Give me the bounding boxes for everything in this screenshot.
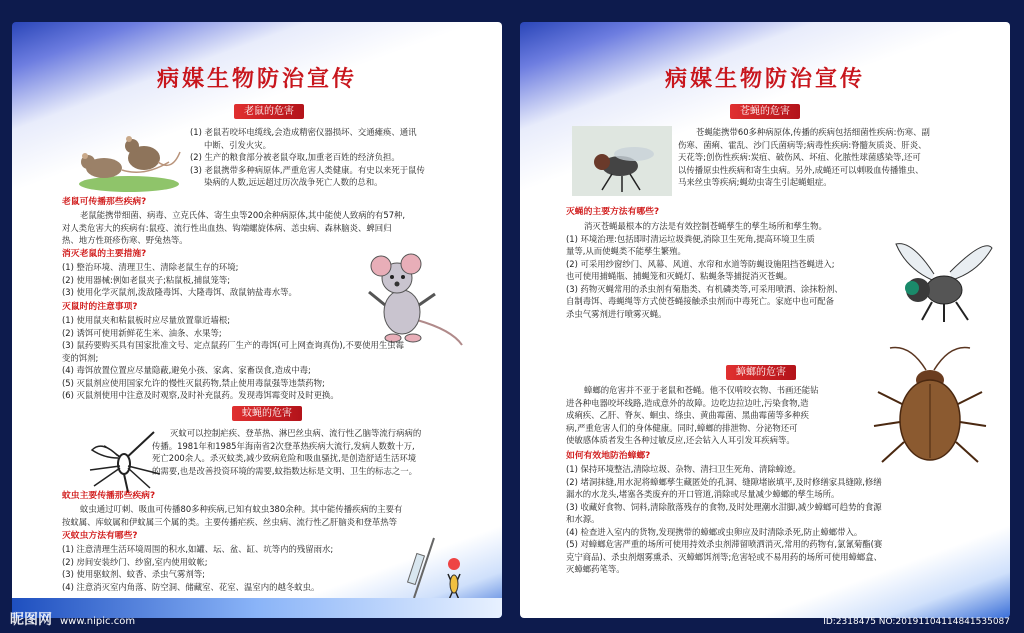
text-line: (3) 收藏好食物、饲料,清除散落残存的食物,及时处理潮水泔脚,减少蟑螂可趋势的食源 bbox=[566, 501, 882, 512]
left-poster bbox=[12, 22, 502, 618]
text-line: (3) 药物灭蝇常用的杀虫剂有菊脂类、有机磷类等,可采用喷洒、涂抹粉剂、 bbox=[566, 283, 843, 294]
text-line: (5) 灭鼠剂应使用国家允许的慢性灭鼠药物,禁止使用毒鼠强等违禁药物; bbox=[62, 377, 325, 388]
text-line: 自制毒饵、毒蝇绳等方式使苍蝇接触杀虫剂而中毒死亡。家庭中也可配备 bbox=[566, 296, 834, 306]
text-line: 克宁商品)、杀虫剂烟雾熏杀、灭蟑螂饵剂等;危害轻或不易用药的场所可使用蟑螂盒、 bbox=[566, 551, 882, 562]
text-line: (4) 毒饵放置位置应尽量隐蔽,避免小孩、家禽、家畜误食,造成中毒; bbox=[62, 365, 311, 375]
text-line: (5) 对蟑螂危害严重的场所可使用持效杀虫剂滞留喷洒消灭,常用的药物有,氯氰菊酯(赛 bbox=[566, 539, 883, 549]
cockroach-hazard-heading: 蟑螂的危害 bbox=[726, 365, 796, 380]
fly-methods-question: 灭蝇的主要方法有哪些? bbox=[566, 207, 660, 217]
cockroach-illustration bbox=[870, 344, 990, 474]
housefly-photo-illustration bbox=[572, 126, 672, 196]
watermark-logo: 昵图网 bbox=[10, 612, 52, 628]
rat-diseases-text bbox=[62, 209, 492, 247]
rat-hazard-heading: 老鼠的危害 bbox=[234, 104, 304, 119]
text-line: (1) 注意清理生活环境周围的积水,如罐、坛、盆、缸、坑等内的残留雨水; bbox=[62, 544, 334, 554]
text-line: (1) 整治环境、清理卫生、清除老鼠生存的环境; bbox=[62, 262, 239, 272]
text-line: (4) 检查进入室内的货物,发现携带的蟑螂或虫卵应及时清除杀死,防止蟑螂带入。 bbox=[566, 526, 863, 537]
rats-illustration bbox=[74, 122, 184, 194]
mosquito-methods-text bbox=[62, 543, 402, 593]
text-line: 对人类危害大的疾病有:鼠疫、流行性出血热、钩端螺旋体病、恙虫病、森林脑炎、蜱回归 bbox=[62, 222, 392, 233]
text-line: 病,严重危害人们的身体健康。同时,蟑螂的排泄物、分泌物还可 bbox=[566, 422, 798, 433]
text-line: (1) 环境治理:包括即时清运垃圾粪便,消除卫生死角,提高环境卫生质 bbox=[566, 233, 815, 244]
mosquito-diseases-text bbox=[62, 503, 492, 528]
text-line: 漏水的水龙头,堵塞各类废弃的开口管道,消除或尽量减少蟑螂的孳生场所。 bbox=[566, 489, 840, 499]
text-line: 按蚊属、库蚊属和伊蚊属三个属的类。主要传播疟疾、丝虫病、流行性乙肝脑炎和登革热等 bbox=[62, 516, 397, 527]
cockroach-methods-question: 如何有效地防治蟑螂? bbox=[566, 451, 651, 461]
text-line: 马来丝虫等疾病;蝇幼虫寄生引起蝇蛆症。 bbox=[678, 177, 832, 187]
rat-measures-question: 消灭老鼠的主要措施? bbox=[62, 249, 147, 259]
fly-intro-text bbox=[678, 126, 1000, 189]
watermark-id: ID:2318475 NO:20191104114841535087 bbox=[823, 617, 1010, 627]
mosquito-hazard-heading: 蚊蝇的危害 bbox=[232, 406, 302, 421]
text-line: (3) 鼠药要购买具有国家批准文号、定点鼠药厂生产的毒饵(可上网查询真伪),不要使用生虫霉 bbox=[62, 340, 404, 350]
text-line: (1) 保持环境整洁,清除垃圾、杂物、清扫卫生死角、清除蟑迹。 bbox=[566, 464, 801, 474]
cockroach-intro-text bbox=[566, 384, 876, 447]
text-line: (1) 老鼠若咬坏电缆线,会造成精密仪器损坏、交通瘫痪、通讯 bbox=[190, 127, 417, 137]
mosquito-intro-text bbox=[152, 427, 492, 477]
text-line: (2) 堵洞抹缝,用水泥将蟑螂孳生藏匿处的孔洞、缝隙堵嵌填平,及时修缮家具缝隙,修缮 bbox=[566, 476, 882, 487]
text-line: (1) 使用鼠夹和粘鼠板时应尽量放置靠近墙根; bbox=[62, 315, 231, 325]
text-line: 进各种电器咬坏线路,造成意外的故障。边吃边拉边吐,污染食物,造 bbox=[566, 397, 809, 408]
text-line: (3) 使用化学灭鼠剂,泼敌隆毒饵、大隆毒饵、敌鼠钠盐毒水等。 bbox=[62, 287, 297, 297]
text-line: 成痢疾、乙肝、脊灰、蛔虫、绦虫、黄曲霉菌、黑曲霉菌等多种疾 bbox=[566, 410, 809, 420]
text-line: 杀虫气雾剂进行喷雾灭蝇。 bbox=[566, 308, 667, 319]
right-poster-title: 病媒生物防治宣传 bbox=[664, 67, 865, 92]
text-line: 和水源。 bbox=[566, 514, 600, 524]
text-line: 变的饵剂; bbox=[62, 352, 99, 363]
mosquito-diseases-question: 蚊虫主要传播那些疾病? bbox=[62, 491, 156, 501]
rat-hazards-text bbox=[190, 126, 490, 189]
left-poster-footer bbox=[12, 598, 502, 618]
text-line: 传播。1981年和1985年海南省2次登革热疾病大流行,发病人数数十万, bbox=[152, 440, 415, 451]
text-line: 灭蟑螂药笔等。 bbox=[566, 564, 625, 574]
text-line: (3) 老鼠携带多种病原体,严重危害人类健康。有史以来死于鼠传 bbox=[190, 164, 425, 175]
text-line: 蟑螂的危害并不亚于老鼠和苍蝇。他不仅啃咬衣物、书画还能钻 bbox=[584, 385, 819, 395]
fly-hazard-heading: 苍蝇的危害 bbox=[730, 104, 800, 119]
text-line: 消灭苍蝇最根本的方法是有效控制苍蝇孳生的孳生场所和孳生物。 bbox=[584, 221, 827, 231]
text-line: (2) 生产的粮食部分被老鼠夺取,加重老百姓的经济负担。 bbox=[190, 152, 400, 162]
text-line: 伤寒、菌痢、霍乱、沙门氏菌病等;病毒性疾病:脊髓灰质炎、肝炎、 bbox=[678, 139, 927, 150]
text-line: (2) 房间安装纱门、纱窗,室内使用蚊帐; bbox=[62, 556, 208, 567]
text-line: 热、地方性斑疹伤寒、野兔热等。 bbox=[62, 235, 188, 245]
left-poster-title: 病媒生物防治宣传 bbox=[156, 67, 357, 92]
fly-methods-text bbox=[566, 220, 896, 320]
text-line: (3) 使用驱蚊剂、蚊香、杀虫气雾剂等; bbox=[62, 569, 205, 579]
text-line: (6) 灭鼠剂使用中注意及时观察,及时补充鼠药。发现毒饵霉变时及时更换。 bbox=[62, 390, 339, 400]
mosquito-methods-question: 灭蚊虫方法有哪些? bbox=[62, 531, 138, 541]
watermark-url: www.nipic.com bbox=[60, 616, 136, 627]
text-line: 中断、引发火灾。 bbox=[204, 139, 271, 150]
text-line: 老鼠能携带细菌、病毒、立克氏体、寄生虫等200余种病原体,其中能使人致病的有57种, bbox=[80, 210, 406, 220]
text-line: 以传播原虫性疾病和寄生虫病。另外,成蝇还可以刺吸血传播锥虫、 bbox=[678, 164, 924, 175]
text-line: (2) 可采用纱窗纱门、风幕、风道、水帘和水道等防蝇设施阻挡苍蝇进入; bbox=[566, 258, 835, 269]
text-line: (2) 使用器械:例如老鼠夹子;粘鼠板,捕鼠笼等; bbox=[62, 274, 231, 285]
text-line: (4) 注意消灭室内角落、防空洞、储藏室、花室、温室内的越冬蚊虫。 bbox=[62, 581, 320, 592]
text-line: 天花等;创伤性疾病:炭疽、破伤风、坏疽、化脓性球菌感染等,还可 bbox=[678, 152, 921, 162]
rat-diseases-question: 老鼠可传播那些疾病? bbox=[62, 197, 147, 207]
text-line: 蚊虫通过叮刺、吸血可传播80多种疾病,已知有蚊虫380余种。其中能传播疾病的主要有 bbox=[80, 504, 403, 514]
rat-measures-text bbox=[62, 261, 362, 299]
rat-cautions-text bbox=[62, 314, 492, 402]
right-poster bbox=[520, 22, 1010, 618]
text-line: 死亡200余人。杀灭蚊类,减少致病危险和吸血骚扰,是创造舒适生活环境 bbox=[152, 453, 417, 463]
fly-cartoon-illustration bbox=[892, 234, 996, 324]
text-line: 染病的人数,远远超过历次战争死亡人数的总和。 bbox=[204, 177, 383, 187]
rat-cautions-question: 灭鼠时的注意事项? bbox=[62, 302, 138, 312]
text-line: 的需要,也是改善投资环境的需要,蚊指数达标是文明、卫生的标志之一。 bbox=[152, 465, 417, 476]
text-line: 灭蚊可以控制疟疾、登革热、淋巴丝虫病、流行性乙脑等流行病病的 bbox=[170, 428, 422, 438]
text-line: 苍蝇能携带60多种病原体,传播的疾病包括细菌性疾病:伤寒、副 bbox=[696, 127, 930, 137]
text-line: 量等,从而使蝇类不能孳生繁殖。 bbox=[566, 246, 686, 256]
text-line: (2) 诱饵可使用新鲜花生米、油条、水果等; bbox=[62, 327, 222, 338]
cockroach-methods-text bbox=[566, 463, 1002, 576]
text-line: 也可使用捕蝇瓶、捕蝇笼和灭蝇灯、粘蝇条等捕捉消灭苍蝇。 bbox=[566, 271, 793, 281]
text-line: 使敏感体质者发生各种过敏反应,还会钻入人耳引发耳疾病等。 bbox=[566, 435, 795, 445]
